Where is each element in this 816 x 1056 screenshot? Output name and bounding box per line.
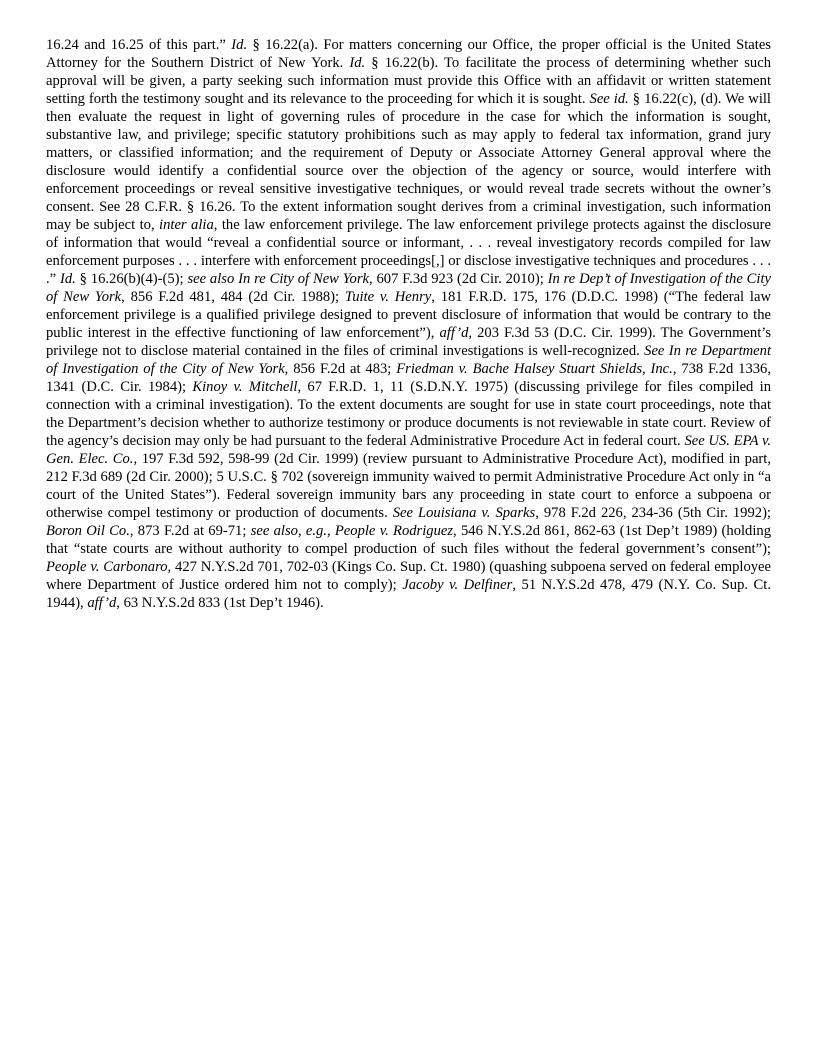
text-run: , 856 F.2d at 483; xyxy=(284,361,397,377)
text-run: , 67 F.R.D. 1, 11 (S.D.N.Y. 1975) (discussing privilege for files compiled in connection with a criminal investigation). To the extent documents are sought for use in state court proceedings, note that the Department’s decision whether to authorize testimony or produce documents is not reviewable in state court. Review of the agency’s decision may only be had pursuant to the federal Administrative Procedure Act in federal court. xyxy=(46,379,771,449)
text-run: , the law enforcement privilege. The law enforcement privilege protects against the disclosure of information that would “reveal a confidential source or informant, . . . reveal investigatory records compiled for law enforcement purposes . . . interfere with enforcement proceedings[,] or disclose investigative techniques and procedures . . . .” xyxy=(46,217,771,287)
citation-italic: People v. Carbonaro xyxy=(46,559,168,575)
citation-italic: Kinoy v. Mitchell xyxy=(192,379,298,395)
citation-italic: aff’d xyxy=(87,595,117,611)
text-run: , 856 F.2d 481, 484 (2d Cir. 1988); xyxy=(121,289,345,305)
citation-italic: see also In re City of New York xyxy=(187,271,369,287)
text-run: § 16.22(b). To facilitate the process of determining whether such approval will be given, a party seeking such information must provide this Office with an affidavit or written statement setting forth the testimony sought and its relevance to the proceeding for which it is sought. xyxy=(46,55,772,107)
citation-italic: See In re Department of Investigation of the City of New York xyxy=(46,343,772,377)
citation-italic: Id. xyxy=(231,37,248,53)
text-run: , 181 F.R.D. 175, 176 (D.D.C. 1998) (“The federal law enforcement privilege is a qualified privilege designed to prevent disclosure of information that would be contrary to the public interest in the effective functioning of law enforcement”), xyxy=(46,289,771,341)
text-run: § 16.22(a). For matters concerning our Office, the proper official is the United States Attorney for the Southern District of New York. xyxy=(46,37,771,71)
citation-italic: In re Dep’t of Investigation of the City of New York xyxy=(46,271,771,305)
text-run: , 63 N.Y.S.2d 833 (1st Dep’t 1946). xyxy=(116,595,324,611)
document-page xyxy=(46,36,771,612)
text-run: , 546 N.Y.S.2d 861, 862-63 (1st Dep’t 1989) (holding that “state courts are without authority to compel production of such files without the federal government’s consent”); xyxy=(46,523,771,557)
citation-italic: Boron Oil Co. xyxy=(46,523,130,539)
citation-italic: See Louisiana v. Sparks xyxy=(392,505,536,521)
citation-italic: see also, e.g., People v. Rodriguez xyxy=(250,523,454,539)
body-paragraph xyxy=(46,36,771,612)
citation-italic: aff’d xyxy=(439,325,469,341)
citation-italic: Tuite v. Henry xyxy=(344,289,432,305)
citation-italic: See id. xyxy=(589,91,629,107)
text-run: , 978 F.2d 226, 234-36 (5th Cir. 1992); xyxy=(535,505,771,521)
citation-italic: Id. xyxy=(349,55,366,71)
text-run: , 203 F.3d 53 (D.C. Cir. 1999). The Government’s privilege not to disclose material contained in the files of criminal investigations is well-recognized. xyxy=(46,325,771,359)
text-run: , 607 F.3d 923 (2d Cir. 2010); xyxy=(368,271,548,287)
text-run: 16.24 and 16.25 of this part.” xyxy=(46,37,232,53)
citation-italic: See US. EPA v. Gen. Elec. Co. xyxy=(46,433,772,467)
text-run: § 16.22(c), (d). We will then evaluate the request in light of governing rules of procedure in the case for which the information is sought, substantive law, and privilege; specific statutory prohibitions such as may apply to federal tax information, grand jury matters, or classified information; and the requirement of Deputy or Associate Attorney General approval where the disclosure would identify a confidential source over the objection of the agency or source, would interfere with enforcement proceedings or reveal sensitive investigative techniques, or would reveal trade secrets without the owner’s consent. See 28 C.F.R. § 16.26. To the extent information sought derives from a criminal investigation, such information may be subject to, xyxy=(46,91,771,233)
text-run: , 738 F.2d 1336, 1341 (D.C. Cir. 1984); xyxy=(46,361,771,395)
citation-italic: Friedman v. Bache Halsey Stuart Shields, Inc. xyxy=(396,361,673,377)
text-run: , 197 F.3d 592, 598-99 (2d Cir. 1999) (review pursuant to Administrative Procedure Act), modified in part, 212 F.3d 689 (2d Cir. 2000); 5 U.S.C. § 702 (sovereign immunity waived to permit Administrative Procedure Act only in “a court of the United States”). Federal sovereign immunity bars any proceeding in state court to enforce a subpoena or otherwise compel testimony or production of documents. xyxy=(46,451,771,521)
citation-italic: Jacoby v. Delfiner xyxy=(402,577,513,593)
text-run: , 873 F.2d at 69-71; xyxy=(129,523,251,539)
text-run: , 51 N.Y.S.2d 478, 479 (N.Y. Co. Sup. Ct. 1944), xyxy=(46,577,771,611)
citation-italic: inter alia xyxy=(159,217,214,233)
text-run: § 16.26(b)(4)-(5); xyxy=(75,271,188,287)
citation-italic: Id. xyxy=(59,271,76,287)
text-run: , 427 N.Y.S.2d 701, 702-03 (Kings Co. Sup. Ct. 1980) (quashing subpoena served on federal employee where Department of Justice ordered him not to comply); xyxy=(46,559,771,593)
